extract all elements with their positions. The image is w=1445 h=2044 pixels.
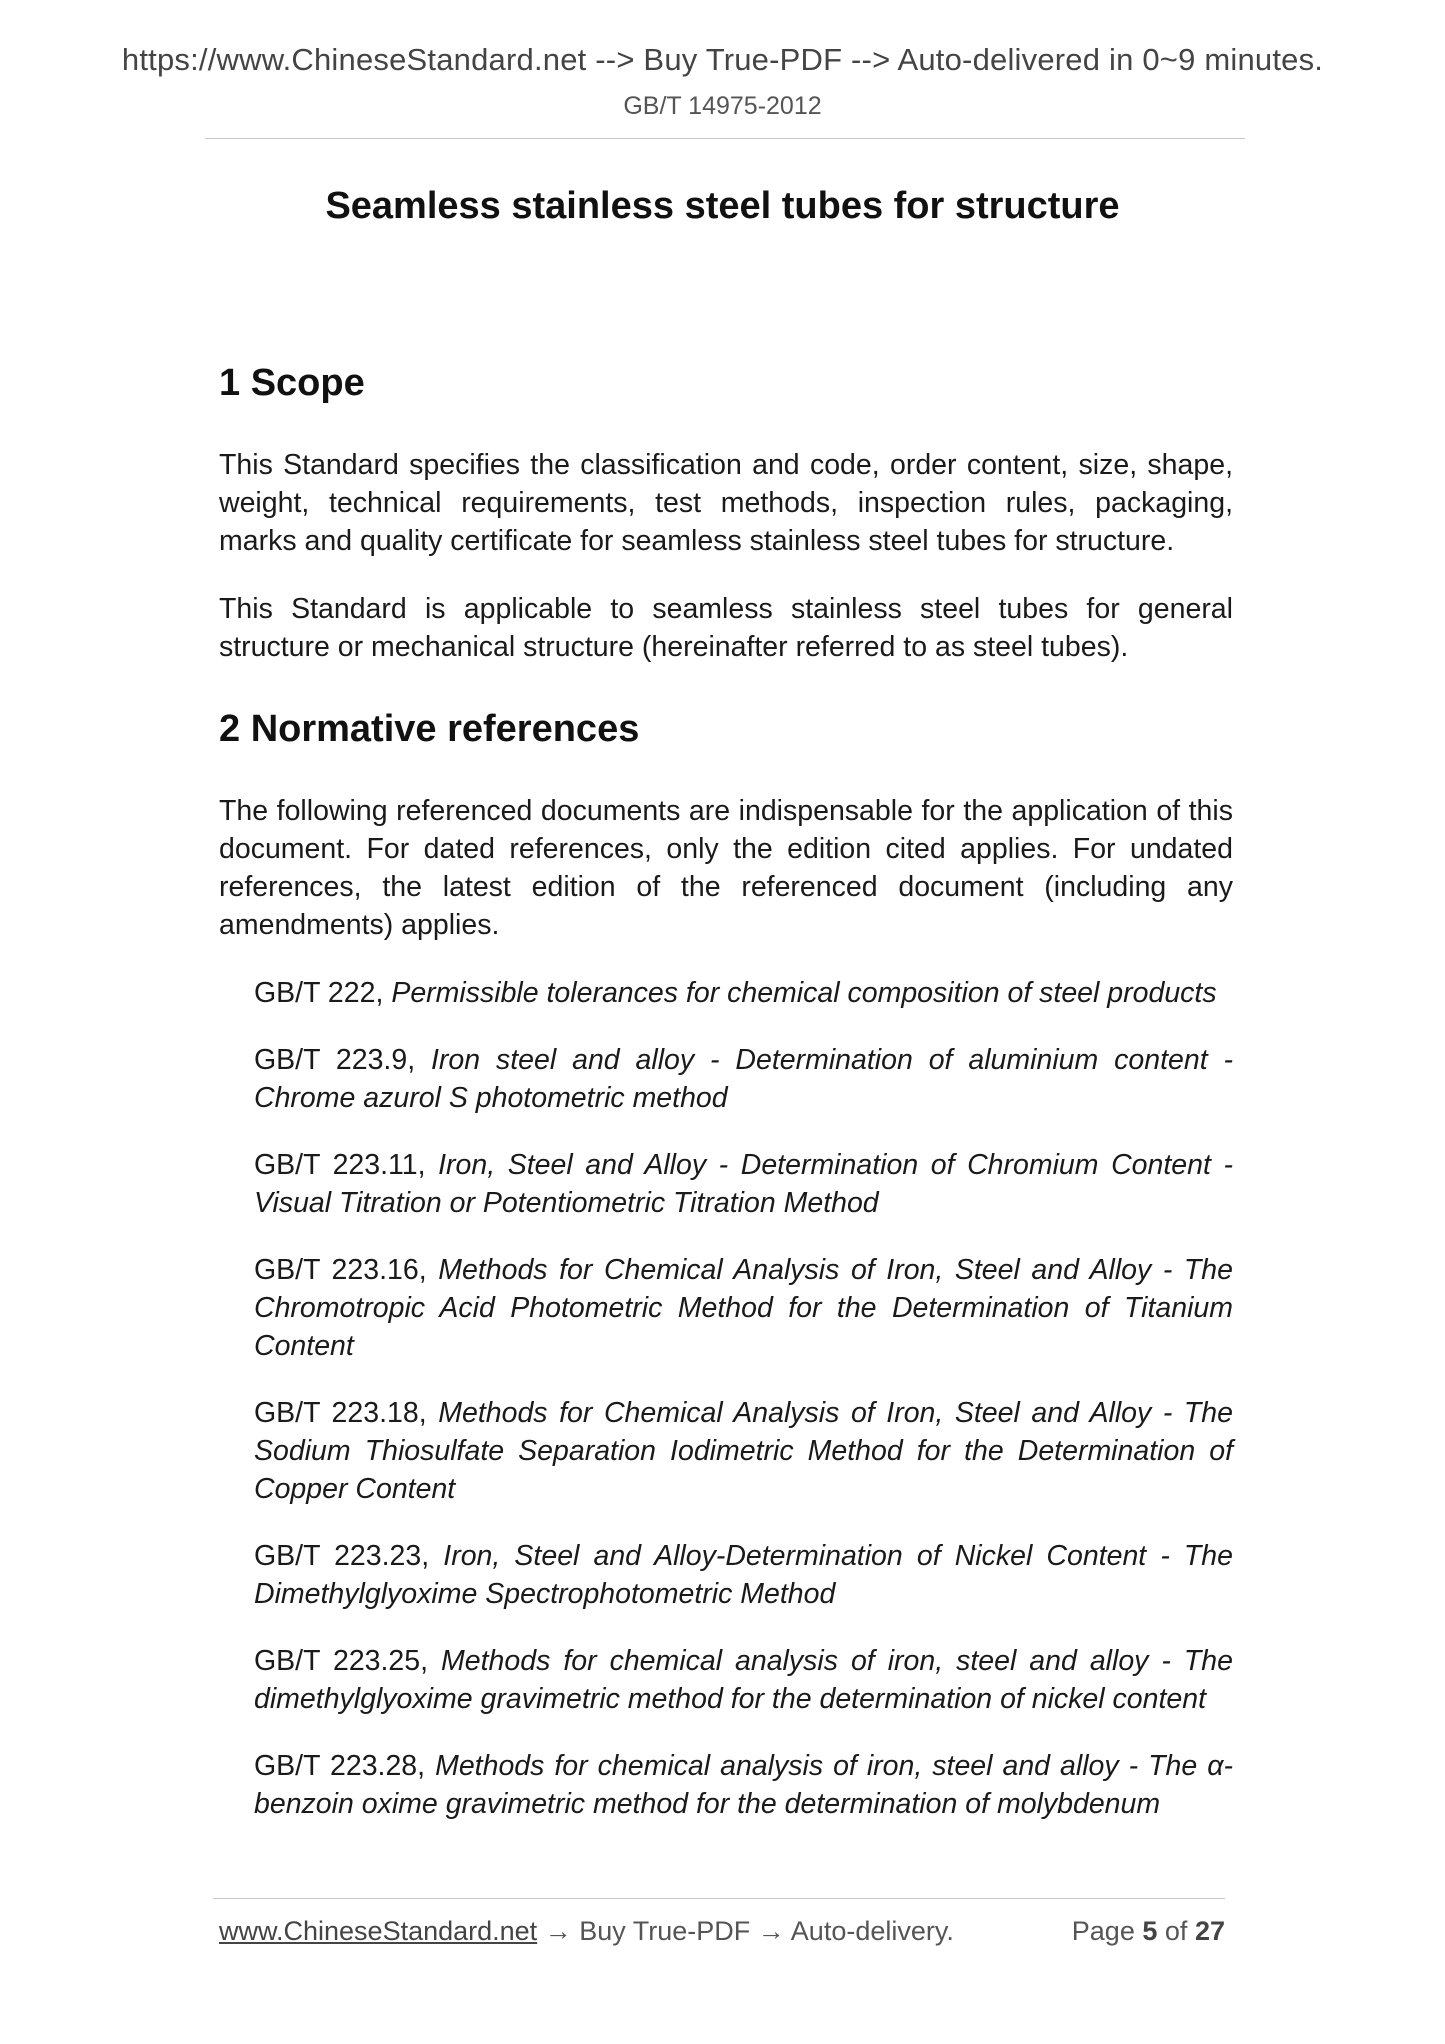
reference-title: Methods for Chemical Analysis of Iron, Steel and Alloy - The Sodium Thiosulfate Separation Iodimetric Method for the Determination of Copper Content xyxy=(254,1397,1233,1505)
reference-code: GB/T 223.9, xyxy=(254,1044,416,1076)
reference-code: GB/T 222, xyxy=(254,977,384,1009)
header-divider xyxy=(205,138,1245,139)
page-total: 27 xyxy=(1194,1916,1225,1946)
reference-title: Iron, Steel and Alloy - Determination of Chromium Content - Visual Titration or Potentiometric Titration Method xyxy=(254,1149,1233,1219)
reference-title: Iron steel and alloy - Determination of aluminium content - Chrome azurol S photometric method xyxy=(254,1044,1233,1114)
section-heading-scope: 1 Scope xyxy=(219,362,365,404)
footer-site-link[interactable]: www.ChineseStandard.net xyxy=(219,1916,538,1946)
document-body xyxy=(219,360,1233,1852)
section-heading-normative-references: 2 Normative references xyxy=(219,708,640,750)
page-number: 5 xyxy=(1142,1916,1158,1946)
reference-code: GB/T 223.23, xyxy=(254,1540,430,1572)
scope-paragraph: This Standard specifies the classification and code, order content, size, shape, weight, technical requirements, test methods, inspection rules, packaging, marks and quality certificate for seamless stainless steel tubes for structure. xyxy=(219,449,1233,557)
of-label: of xyxy=(1164,1916,1188,1946)
reference-code: GB/T 223.28, xyxy=(254,1750,426,1782)
footer-buy-text: Buy True-PDF xyxy=(579,1916,751,1946)
reference-list xyxy=(254,974,1233,1823)
arrow-right-icon: → xyxy=(757,1916,785,1946)
footer-promo xyxy=(219,1916,954,1947)
arrow-right-icon: → xyxy=(544,1916,572,1946)
page-footer xyxy=(219,1916,1225,1956)
reference-code: GB/T 223.18, xyxy=(254,1397,427,1429)
reference-item xyxy=(254,1146,1233,1222)
reference-title: Methods for chemical analysis of iron, steel and alloy - The α-benzoin oxime gravimetric method for the determination of molybdenum xyxy=(254,1750,1233,1820)
page-indicator xyxy=(1072,1916,1225,1947)
scope-paragraph: This Standard is applicable to seamless stainless steel tubes for general structure or mechanical structure (hereinafter referred to as steel tubes). xyxy=(219,593,1233,663)
reference-item xyxy=(254,1394,1233,1508)
page-label: Page xyxy=(1071,1916,1135,1946)
reference-item xyxy=(254,1251,1233,1365)
reference-code: GB/T 223.25, xyxy=(254,1645,429,1677)
reference-title: Methods for chemical analysis of iron, steel and alloy - The dimethylglyoxime gravimetric method for the determination of nickel content xyxy=(254,1645,1233,1715)
footer-divider xyxy=(213,1898,1225,1899)
reference-title: Iron, Steel and Alloy-Determination of Nickel Content - The Dimethylglyoxime Spectrophotometric Method xyxy=(254,1540,1234,1610)
reference-item xyxy=(254,1642,1233,1718)
reference-item xyxy=(254,1041,1233,1117)
document-title: Seamless stainless steel tubes for structure xyxy=(325,185,1120,227)
reference-code: GB/T 223.16, xyxy=(254,1254,427,1286)
normative-intro-paragraph: The following referenced documents are indispensable for the application of this document. For dated references, only the edition cited applies. For undated references, the latest edition of the referenced document (including any amendments) applies. xyxy=(219,795,1233,941)
reference-title: Permissible tolerances for chemical composition of steel products xyxy=(391,977,1217,1009)
standard-code: GB/T 14975-2012 xyxy=(623,92,822,120)
header-banner: https://www.ChineseStandard.net --> Buy True-PDF --> Auto-delivered in 0~9 minutes. xyxy=(121,42,1324,77)
footer-delivery-text: Auto-delivery. xyxy=(790,1916,954,1946)
reference-item xyxy=(254,1747,1233,1823)
reference-item xyxy=(254,1537,1233,1613)
reference-item xyxy=(254,974,1233,1012)
reference-code: GB/T 223.11, xyxy=(254,1149,426,1181)
reference-title: Methods for Chemical Analysis of Iron, Steel and Alloy - The Chromotropic Acid Photometric Method for the Determination of Titanium Content xyxy=(254,1254,1233,1362)
